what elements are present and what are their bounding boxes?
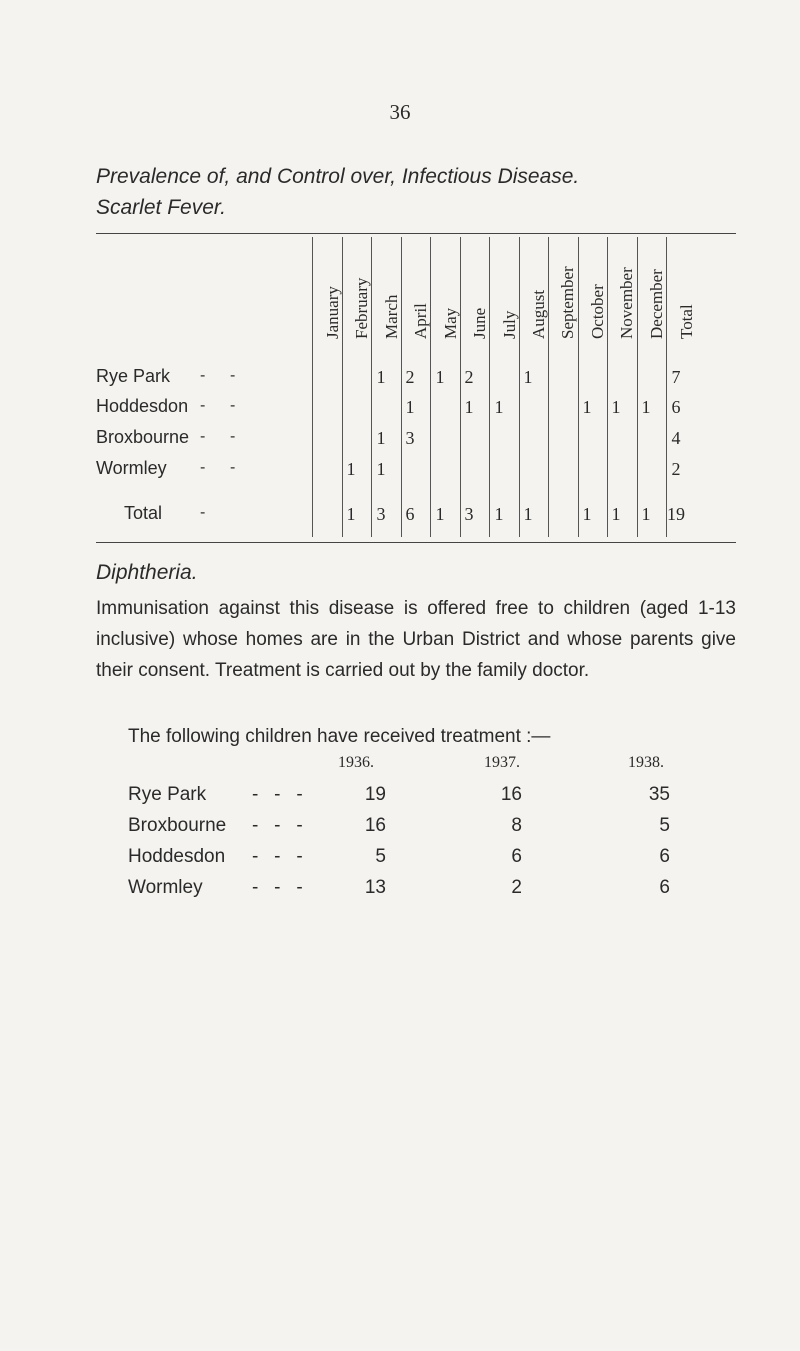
table-cell: 1 [376,367,386,387]
table-cell: 3 [405,428,415,448]
leader-dash: - [230,367,236,384]
table-cell: 2 [464,367,474,387]
month-label: November [617,267,636,339]
leader-dash: - [200,367,206,384]
table-cell: 1 [523,367,533,387]
table-cell: 1 [376,459,386,479]
year-header: 1936. [338,754,374,771]
table-cell: 1 [641,504,651,524]
table-cell: 2 [405,367,415,387]
table-cell: 1 [464,397,474,417]
row-label: Wormley [96,458,167,478]
diphtheria-paragraph: Immunisation against this disease is offered free to children (aged 1-13 inclusive) whose homes are in the Urban District and whose parents give their consent. Treatment is carried out by the family doctor. [96,598,736,681]
leader-dash: - [200,459,206,476]
leader-dash: - [230,428,236,445]
month-label: December [647,269,666,339]
month-header [585,233,611,359]
month-header [644,233,670,359]
leader-dash: - [200,397,206,414]
month-label: Total [677,304,696,339]
page-title: Prevalence of, and Control over, Infectious Disease. [96,165,580,188]
month-label: September [558,266,577,339]
table-cell: 13 [364,877,386,898]
table-cell: 1 [346,459,356,479]
table-cell: 1 [435,367,445,387]
leader-dash: - [200,428,206,445]
leader-dash: - [230,459,236,476]
leader-dash: - [230,397,236,414]
table-cell: 16 [500,784,522,805]
month-header [467,233,493,359]
table-cell: 19 [667,504,685,524]
table-cell: 16 [364,815,386,836]
table-cell: 6 [671,397,681,417]
row-label: Hoddesdon [128,846,226,867]
table-cell: 8 [511,815,522,836]
month-header [555,233,581,359]
month-label: January [323,286,342,339]
month-header [526,233,552,359]
table-cell: 5 [375,846,386,867]
treatment-intro: The following children have received treatment :— [128,726,551,747]
row-label: Broxbourne [96,427,190,447]
month-label: May [441,307,460,339]
table-cell: 1 [376,428,386,448]
table-cell: 3 [376,504,386,524]
table-cell: 2 [671,459,681,479]
month-label: October [588,284,607,339]
table-cell: 1 [641,397,651,417]
scarlet-fever-heading: Scarlet Fever. [96,196,226,219]
table-cell: 6 [405,504,415,524]
month-header [497,233,523,359]
table-cell: 6 [659,846,670,867]
month-label: July [500,310,519,339]
table-cell: 19 [364,784,386,805]
table-cell: 1 [494,397,504,417]
leader-dashes: - - - [252,815,303,836]
month-header [320,233,346,359]
leader-dashes: - - - [252,784,303,805]
month-label: June [470,307,489,339]
month-header [674,233,700,359]
diphtheria-heading: Diphtheria. [96,561,198,584]
row-label: Rye Park [128,784,207,805]
table-cell: 2 [511,877,522,898]
table-cell: 1 [611,504,621,524]
leader-dashes: - - - [252,846,303,867]
month-label: February [352,277,371,339]
month-header [349,233,375,359]
leader-dash: - [200,504,206,521]
table-cell: 1 [435,504,445,524]
row-label: Hoddesdon [96,396,189,416]
table-cell: 1 [494,504,504,524]
month-header [614,233,640,359]
table-cell: 1 [582,504,592,524]
row-label: Rye Park [96,366,171,386]
table-cell: 1 [523,504,533,524]
month-label: April [411,303,430,339]
table-cell: 3 [464,504,474,524]
table-cell: 35 [648,784,670,805]
year-header: 1937. [484,754,520,771]
table-cell: 4 [671,428,681,448]
month-header [408,233,434,359]
month-label: August [529,289,548,339]
month-header [379,233,405,359]
month-header [438,233,464,359]
column-divider [312,237,313,537]
month-label: March [382,294,401,339]
table-cell: 1 [346,504,356,524]
page-number: 36 [389,100,411,124]
row-label: Broxbourne [128,815,227,836]
table-cell: 1 [611,397,621,417]
row-label: Total [124,503,163,523]
table-cell: 6 [511,846,522,867]
table-cell: 5 [659,815,670,836]
table-cell: 7 [671,367,681,387]
table-bottom-rule [96,542,736,543]
table-cell: 1 [582,397,592,417]
scarlet-fever-table [96,233,736,543]
row-label: Wormley [128,877,203,898]
table-cell: 6 [659,877,670,898]
leader-dashes: - - - [252,877,303,898]
table-cell: 1 [405,397,415,417]
year-header: 1938. [628,754,664,771]
